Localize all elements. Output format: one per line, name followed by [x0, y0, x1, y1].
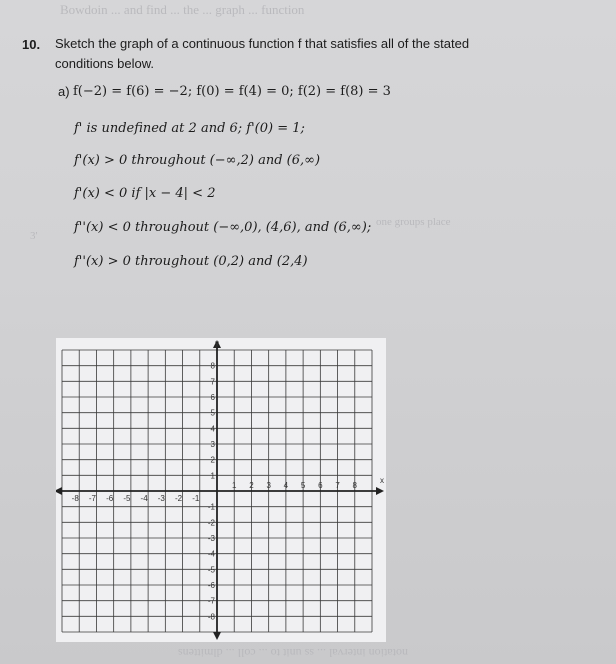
- x-tick-label: 5: [300, 481, 306, 490]
- x-tick-label: 1: [231, 481, 237, 490]
- x-tick-label: -3: [157, 494, 165, 503]
- condition-derivative-positive: f'(x) > 0 throughout (−∞,2) and (6,∞): [74, 153, 321, 168]
- y-tick-label: -8: [207, 612, 215, 622]
- x-tick-label: -7: [88, 494, 97, 503]
- question-number: 10.: [22, 37, 41, 52]
- y-tick-label: -7: [207, 596, 215, 606]
- x-axis-label: x: [380, 476, 384, 485]
- bleed-through-text-bottom: notation interval ... ss unit to ... coll ... dlmittens: [178, 646, 408, 660]
- coordinate-grid[interactable]: [56, 338, 386, 642]
- x-tick-label: 3: [266, 481, 271, 490]
- y-tick-label: 3: [210, 440, 215, 449]
- x-tick-label: -5: [123, 494, 131, 503]
- y-tick-label: 8: [210, 361, 215, 371]
- x-tick-label: 2: [249, 481, 254, 490]
- y-tick-label: 4: [210, 424, 215, 434]
- y-tick-label: 1: [210, 471, 215, 481]
- y-tick-label: 7: [210, 377, 215, 387]
- condition-concave-down: f''(x) < 0 throughout (−∞,0), (4,6), and (6,∞);: [74, 220, 372, 235]
- bleed-through-text-top: Bowdoin ... and find ... the ... graph ... function: [60, 2, 305, 17]
- x-tick-label: 4: [283, 481, 289, 490]
- x-tick-label: 7: [335, 481, 340, 490]
- y-tick-label: 6: [210, 393, 215, 402]
- question-text: Sketch the graph of a continuous function f that satisfies all of the stated conditions below.: [55, 36, 470, 71]
- part-label: a): [58, 84, 70, 99]
- y-tick-label: -1: [207, 502, 215, 512]
- y-tick-label: 5: [210, 408, 215, 418]
- x-tick-label: 8: [352, 481, 358, 490]
- x-tick-label: -6: [106, 494, 114, 503]
- y-tick-label: 2: [210, 455, 215, 465]
- condition-derivative-undefined: f' is undefined at 2 and 6; f'(0) = 1;: [74, 121, 305, 136]
- y-tick-label: -5: [207, 565, 215, 575]
- condition-concave-up: f''(x) > 0 throughout (0,2) and (2,4): [74, 254, 308, 269]
- bleed-through-text-right: one groups place: [376, 216, 451, 228]
- y-tick-label: -3: [207, 534, 215, 543]
- grid-paper: [56, 338, 386, 642]
- bleed-through-text-left: 3': [30, 230, 38, 242]
- x-tick-label: -2: [174, 494, 183, 503]
- condition-derivative-negative: f'(x) < 0 if |x − 4| < 2: [74, 186, 216, 201]
- y-tick-label: -6: [207, 581, 215, 590]
- y-tick-label: -4: [207, 549, 215, 559]
- x-tick-label: -4: [140, 494, 148, 503]
- y-tick-label: -2: [207, 518, 215, 528]
- y-axis-label: y: [215, 339, 219, 348]
- x-tick-label: -1: [192, 494, 200, 503]
- x-tick-label: -8: [71, 494, 79, 503]
- condition-function-values: f(−2) = f(6) = −2; f(0) = f(4) = 0; f(2) = f(8) = 3: [73, 84, 391, 99]
- x-tick-label: 6: [318, 481, 323, 490]
